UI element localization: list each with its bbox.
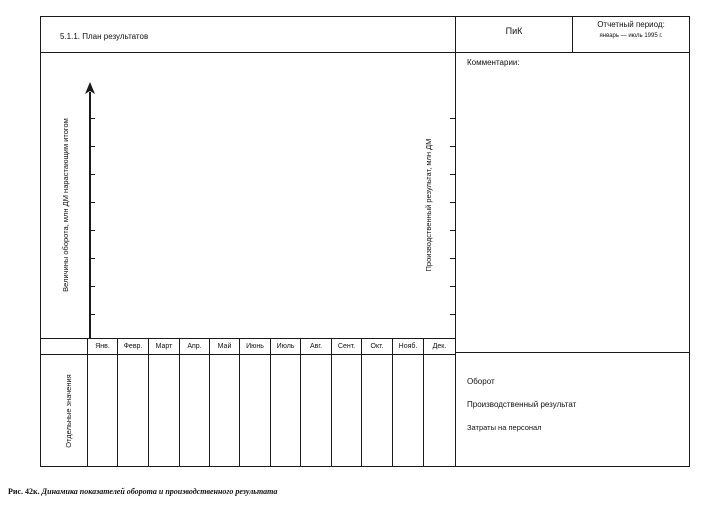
legend-item-result: Производственный результат xyxy=(467,400,577,409)
month-label: Янв. xyxy=(95,343,110,350)
legend-item-staff-costs: Затраты на персонал xyxy=(467,423,542,432)
row-label: Отдельные значения xyxy=(64,374,73,448)
caption-text: Динамика показателей оборота и производственного результата xyxy=(41,487,278,496)
comments-label: Комментарии: xyxy=(467,58,520,67)
month-label: Авг. xyxy=(309,343,323,350)
org-label: ПиК xyxy=(505,26,523,36)
period-label: Отчетный период: xyxy=(597,20,665,29)
period-value: январь — июль 1995 г. xyxy=(599,33,663,39)
legend-item-turnover: Оборот xyxy=(467,377,495,386)
month-label: Нояб. xyxy=(398,343,418,350)
section-title: 5.1.1. План результатов xyxy=(60,32,149,41)
month-label: Июль xyxy=(276,343,295,350)
right-axis-label: Производственный результат, млн ДМ xyxy=(424,138,433,272)
month-label: Март xyxy=(155,343,173,350)
month-label: Февр. xyxy=(123,343,143,350)
month-label: Окт. xyxy=(370,343,384,350)
figure-caption xyxy=(8,487,277,497)
axis-arrow-icon xyxy=(83,82,97,96)
month-label: Май xyxy=(217,343,232,350)
month-label: Июнь xyxy=(246,343,264,350)
left-axis-label: Величины оборота, млн ДМ нарастающим итогом xyxy=(61,118,70,292)
caption-prefix: Рис. 42к. xyxy=(8,487,40,496)
month-label: Апр. xyxy=(187,343,202,350)
month-label: Сент. xyxy=(337,343,356,350)
left-axis-line xyxy=(89,92,91,339)
month-label: Дек. xyxy=(432,343,447,350)
